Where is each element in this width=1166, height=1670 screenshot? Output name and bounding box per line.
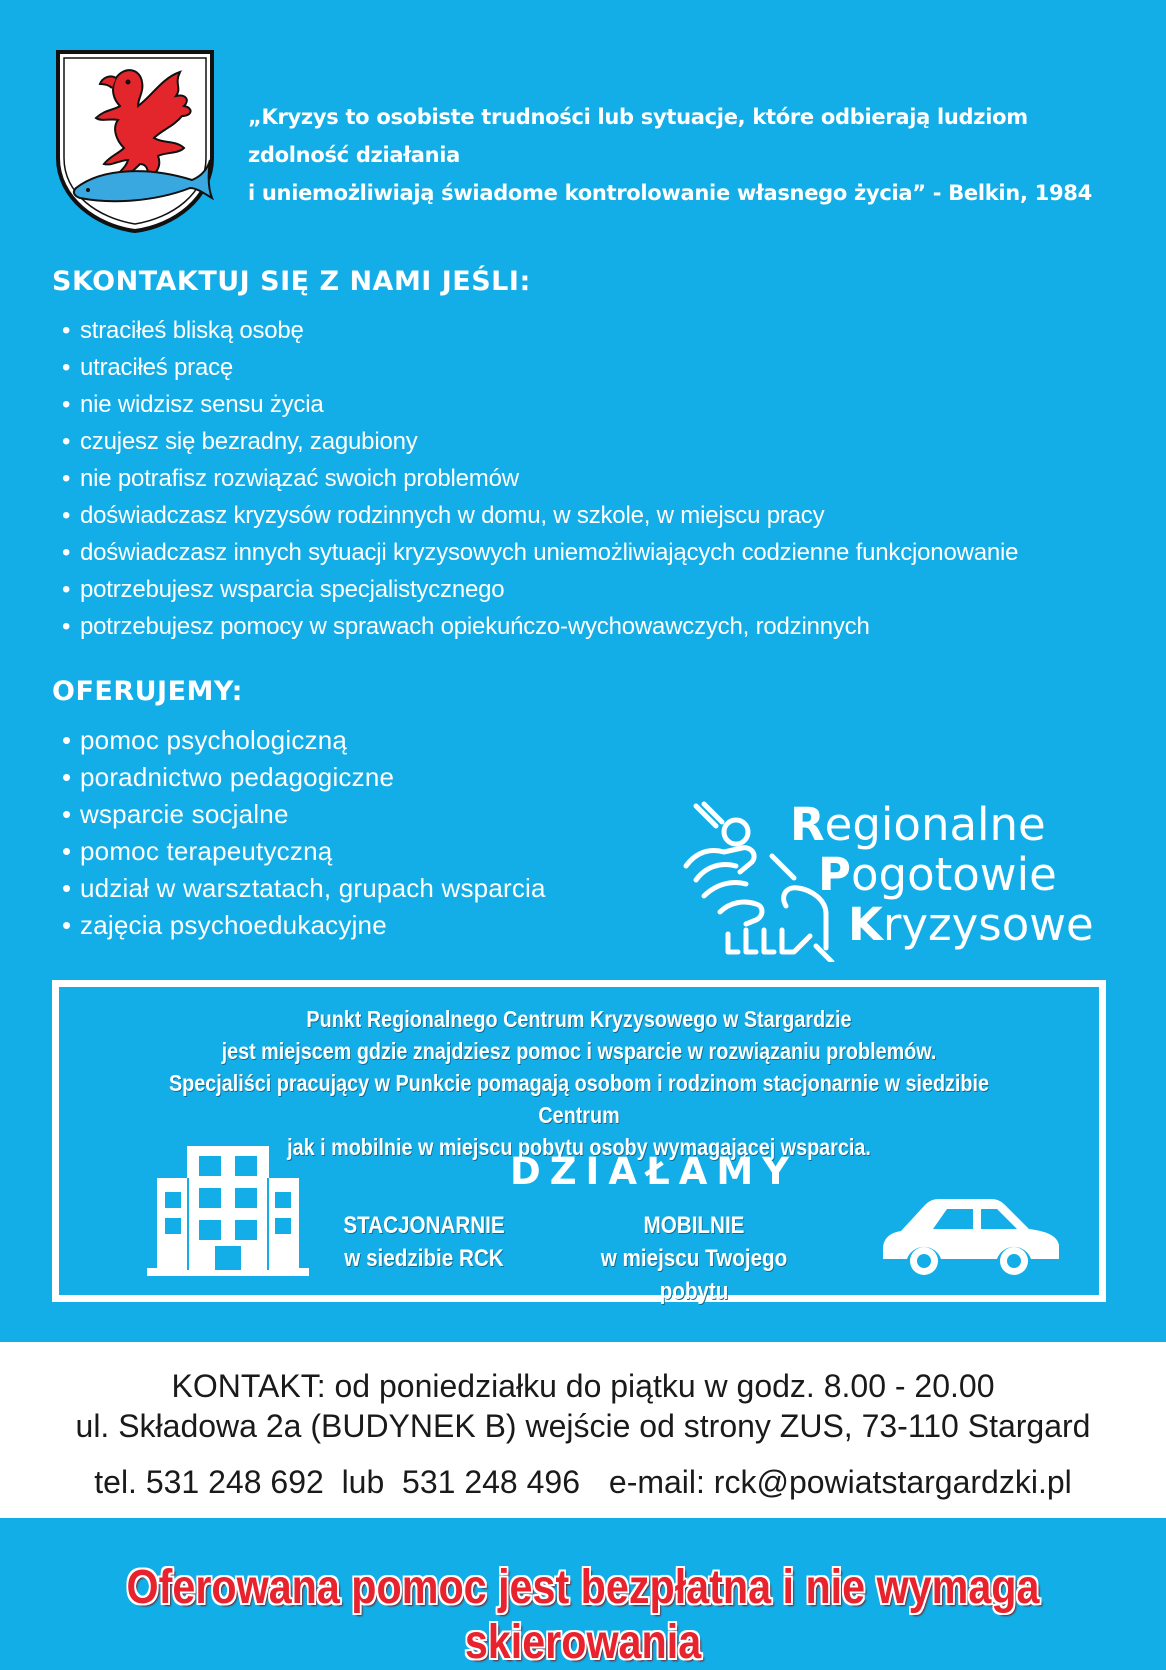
quote-line-2: i uniemożliwiają świadome kontrolowanie własnego życia” - Belkin, 1984 <box>248 181 1092 205</box>
list-item: • wsparcie socjalne <box>62 796 546 833</box>
list-item: • poradnictwo pedagogiczne <box>62 759 546 796</box>
stationary-title: STACJONARNIE <box>343 1212 505 1239</box>
logo-initial: P <box>818 848 851 901</box>
mobile-mode <box>569 1209 818 1308</box>
list-item: • utraciłeś pracę <box>62 349 1018 386</box>
contact-hours: KONTAKT: od poniedziałku do piątku w godz. 8.00 - 20.00 <box>171 1368 995 1404</box>
info-box-text <box>132 1003 1026 1163</box>
quote-line-1: „Kryzys to osobiste trudności lub sytuacje, które odbierają ludziom zdolność działania <box>248 105 1028 167</box>
logo-initial: K <box>848 898 883 951</box>
footer <box>0 1518 1166 1669</box>
list-item: • udział w warsztatach, grupach wsparcia <box>62 870 546 907</box>
list-item: • nie widzisz sensu życia <box>62 386 1018 423</box>
info-line: Punkt Regionalnego Centrum Kryzysowego w Stargardzie <box>306 1006 852 1032</box>
info-line: jest miejscem gdzie znajdziesz pomoc i wsparcie w rozwiązaniu problemów. <box>221 1038 937 1064</box>
contact-if-heading: SKONTAKTUJ SIĘ Z NAMI JEŚLI: <box>52 266 531 297</box>
mobile-title: MOBILNIE <box>643 1212 745 1239</box>
list-item: • doświadczasz kryzysów rodzinnych w domu, w szkole, w miejscu pracy <box>62 497 1018 534</box>
contact-phone: tel. 531 248 692 lub 531 248 496 <box>94 1464 580 1500</box>
stationary-subtitle: w siedzibie RCK <box>344 1245 504 1272</box>
list-item: • pomoc psychologiczną <box>62 722 546 759</box>
contact-address: ul. Składowa 2a (BUDYNEK B) wejście od strony ZUS, 73-110 Stargard <box>75 1408 1091 1444</box>
contact-if-list <box>62 312 1018 645</box>
offer-heading: OFERUJEMY: <box>52 676 243 707</box>
list-item: • pomoc terapeutyczną <box>62 833 546 870</box>
stationary-mode <box>342 1209 505 1275</box>
building-icon <box>147 1144 309 1276</box>
free-help-notice: Oferowana pomoc jest bezpłatna i nie wymaga skierowania <box>126 1561 1040 1669</box>
list-item: • nie potrafisz rozwiązać swoich problemów <box>62 460 1018 497</box>
list-item: • doświadczasz innych sytuacji kryzysowych uniemożliwiających codzienne funkcjonowanie <box>62 534 1018 571</box>
info-line: Specjaliści pracujący w Punkcie pomagają osobom i rodzinom stacjonarnie w siedzibie Centrum <box>168 1070 990 1128</box>
car-icon <box>879 1197 1061 1279</box>
rpk-logo-text <box>790 800 1094 950</box>
logo-word: egionalne <box>824 798 1046 851</box>
mobile-subtitle: w miejscu Twojego pobytu <box>600 1245 788 1305</box>
quote <box>248 98 1128 212</box>
info-box <box>52 980 1106 1305</box>
contact-line <box>0 1464 1166 1501</box>
list-item: • straciłeś bliską osobę <box>62 312 1018 349</box>
dzialamy-heading: DZIAŁAMY <box>510 1150 798 1193</box>
logo-initial: R <box>790 798 825 851</box>
logo-word: ogotowie <box>850 848 1057 901</box>
contact-section <box>0 1342 1166 1518</box>
list-item: • potrzebujesz wsparcia specjalistycznego <box>62 571 1018 608</box>
info-line: jak i mobilnie w miejscu pobytu osoby wymagającej wsparcia. <box>287 1134 871 1160</box>
list-item: • zajęcia psychoedukacyjne <box>62 907 546 944</box>
offer-list <box>62 722 546 944</box>
list-item: • potrzebujesz pomocy w sprawach opiekuńczo-wychowawczych, rodzinnych <box>62 608 1018 645</box>
logo-word: ryzysowe <box>882 898 1094 951</box>
coat-of-arms-icon <box>54 48 216 234</box>
list-item: • czujesz się bezradny, zagubiony <box>62 423 1018 460</box>
contact-email: e-mail: rck@powiatstargardzki.pl <box>608 1464 1072 1500</box>
